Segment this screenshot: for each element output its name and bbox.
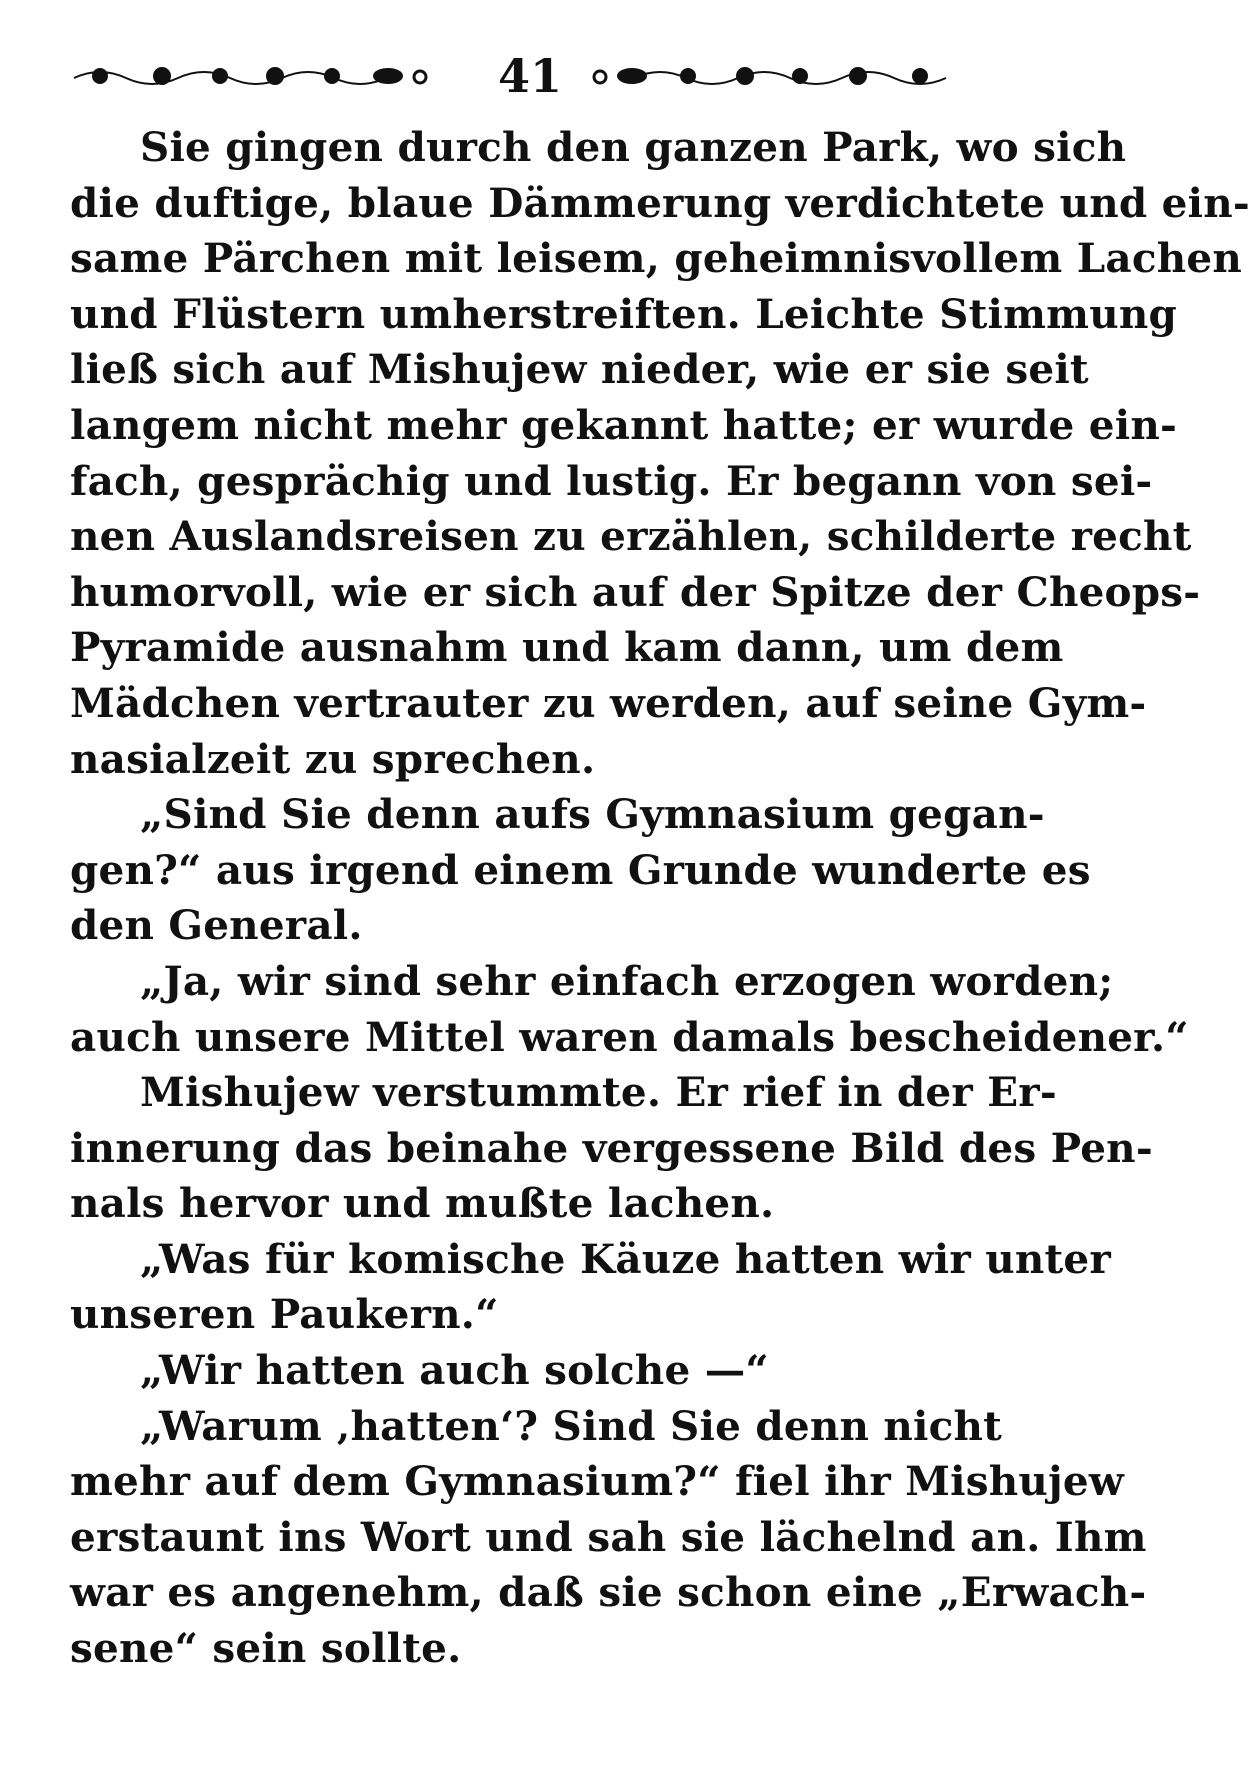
text-line: fach, gesprächig und lustig. Er begann von sei- — [70, 456, 1153, 505]
text-line: erstaunt ins Wort und sah sie lächelnd an. Ihm — [70, 1512, 1147, 1561]
text-line: sene“ sein sollte. — [70, 1624, 462, 1673]
paragraph — [70, 787, 1091, 954]
page-header — [70, 46, 950, 106]
left-ornament-icon — [70, 60, 430, 92]
text-line: den General. — [70, 901, 363, 950]
text-line: auch unsere Mittel waren damals bescheidener.“ — [70, 1012, 1189, 1061]
text-line: „Warum ‚hatten‘? Sind Sie denn nicht — [140, 1401, 1003, 1450]
text-line: humorvoll, wie er sich auf der Spitze der Cheops- — [70, 567, 1201, 616]
text-line: „Was für komische Käuze hatten wir unter — [140, 1234, 1111, 1283]
paragraph — [70, 1343, 940, 1399]
paragraph — [70, 1232, 1111, 1343]
text-line: mehr auf dem Gymnasium?“ fiel ihr Mishujew — [70, 1457, 1124, 1506]
text-line: Pyramide ausnahm und kam dann, um dem — [70, 623, 1064, 672]
text-line: Sie gingen durch den ganzen Park, wo sich — [140, 123, 1127, 171]
text-line: Mädchen vertrauter zu werden, auf seine Gym- — [70, 678, 1147, 727]
page-number: 41 — [497, 49, 562, 103]
paragraph — [70, 954, 1189, 1065]
text-line: und Flüstern umherstreiften. Leichte Stimmung — [70, 289, 1178, 338]
text-line: war es angenehm, daß sie schon eine „Erwach- — [70, 1568, 1147, 1617]
text-line: unseren Paukern.“ — [70, 1290, 499, 1339]
text-line: same Pärchen mit leisem, geheimnisvollem Lachen — [70, 234, 1242, 283]
text-line: die duftige, blaue Dämmerung verdichtete und ein- — [70, 178, 1250, 227]
text-line: langem nicht mehr gekannt hatte; er wurde ein- — [70, 400, 1178, 449]
text-line: gen?“ aus irgend einem Grunde wunderte es — [70, 845, 1091, 894]
text-line: „Wir hatten auch solche —“ — [140, 1346, 769, 1395]
text-line: „Sind Sie denn aufs Gymnasium gegan- — [140, 790, 1045, 839]
paragraph — [70, 120, 1250, 787]
text-line: innerung das beinahe vergessene Bild des Pen- — [70, 1123, 1153, 1172]
text-line: nen Auslandsreisen zu erzählen, schilderte recht — [70, 512, 1192, 561]
right-ornament-icon — [590, 60, 950, 92]
body-text — [70, 120, 1250, 1677]
text-line: ließ sich auf Mishujew nieder, wie er sie seit — [70, 345, 1089, 394]
text-line: nasialzeit zu sprechen. — [70, 734, 596, 783]
text-line: „Ja, wir sind sehr einfach erzogen worden; — [140, 956, 1114, 1005]
text-line: nals hervor und mußte lachen. — [70, 1179, 775, 1228]
paragraph — [70, 1399, 1147, 1677]
text-line: Mishujew verstummte. Er rief in der Er- — [140, 1068, 1057, 1117]
paragraph — [70, 1065, 1153, 1232]
